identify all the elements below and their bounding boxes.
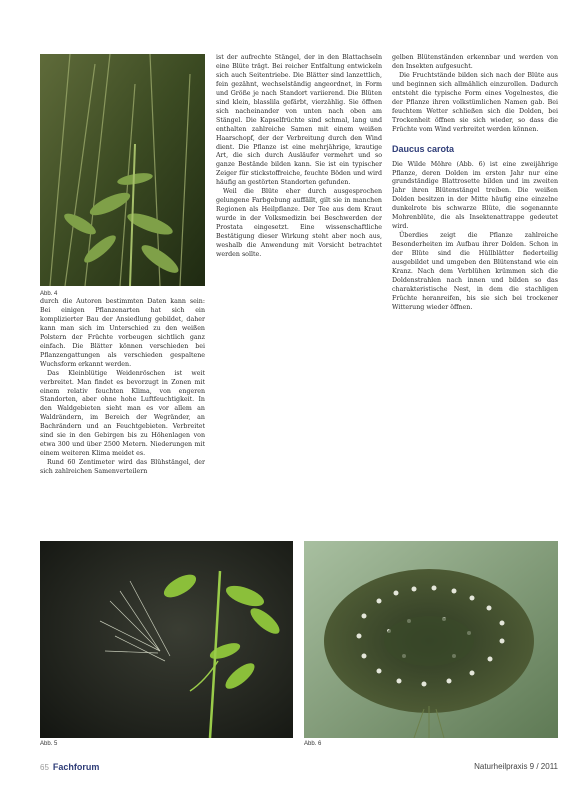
figure-5-caption: Abb. 5 — [40, 741, 58, 747]
right-text-column — [392, 54, 558, 536]
figure-6-caption: Abb. 6 — [304, 741, 322, 747]
middle-paragraph-1: ist der aufrechte Stängel, der in den Blattachseln eine Blüte trägt. Bei reicher Entfaltung entwickeln sich auch Seitentriebe. Die Blätter sind lanzettlich, fein gezähnt, wechselständig angeordnet, in Form und Größe je nach Standort variierend. Die Blüten sind klein, blasslila gefärbt, vierzählig. Sie öffnen sich nacheinander von unten nach oben am Stängel. Die Kapselfrüchte sind schmal, lang und enthalten zahlreiche Samen mit einem weißen Haarschopf, der der Verbreitung durch den Wind dient. Die Pflanze ist eine mehrjährige, krautige Art, die sich durch Ausläufer vermehrt und so ganze Bestände bilden kann. Sie ist ein typischer Zeiger für stickstoffreiche, feuchte Böden und wird häufig an gestörten Standorten gefunden. — [216, 54, 382, 187]
middle-paragraph-2: Weil die Blüte eher durch ausgesprochen gelungene Farbgebung auffällt, gilt sie in manchen Regionen als Heilpflanze. Der Tee aus dem Kraut wurde in der Volksmedizin bei Beschwerden der Prostata eingesetzt. Eine wissenschaftliche Bestätigung dieser Wirkung steht aber noch aus, weshalb die Anwendung mit Vorsicht betrachtet werden sollte. — [216, 188, 382, 258]
figure-4-caption: Abb. 4 — [40, 291, 58, 297]
left-paragraph-2: Das Kleinblütige Weidenröschen ist weit verbreitet. Man findet es bevorzugt in Zonen mit einem relativ feuchten Klima, von engeren Standorten, aber ohne hohe Luftfeuchtigkeit. In den Waldgebieten sieht man es vor allem an Waldrändern, im Bereich der Wegränder, an Bachrändern und an Feuchtgebieten. Verbreitet sind sie in den Gebirgen bis zu Höhenlagen von etwa 300 und über 2500 Metern. Niederungen mit einem weiteren Klima meidet es. — [40, 369, 205, 458]
figure-6-photo — [304, 541, 558, 738]
section-heading-daucus-carota: Daucus carota — [392, 143, 455, 154]
right-paragraph-1: gelben Blütenständen erkennbar und werden von den Insekten aufgesucht. — [392, 54, 558, 70]
left-paragraph-1: durch die Autoren bestimmten Daten kann sein: Bei einigen Pflanzenarten hat sich ein komplizierter Bau der Ansiedlung gebildet, daher kann man sich im Unterschied zu den weißen Polstern der Früchte vorbeugen sichtlich ganz einfach. Die Blätter können verschieden bei Pflanzengattungen als verschieden gespaltene Wuchsform erkannt werden. — [40, 298, 205, 368]
page-number: 65 — [40, 763, 49, 772]
page-footer-left — [40, 762, 99, 772]
left-text-column — [40, 298, 205, 536]
right-paragraph-2: Die Fruchtstände bilden sich nach der Blüte aus und beginnen sich allmählich einzurollen. Dadurch entsteht die typische Form eines Vogelnestes, die der Pflanze ihren volkstümlichen Namen gab. Bei feuchtem Wetter schließen sich die Dolden, bei Trockenheit öffnen sie sich wieder, so dass die Früchte vom Wind verbreitet werden können. — [392, 71, 558, 133]
figure-4-photo — [40, 54, 205, 286]
left-paragraph-3: Rund 60 Zentimeter wird das Blühstängel, der sich zahlreichen Samenverteilern — [40, 459, 205, 476]
issue-label: Naturheilpraxis 9 / 2011 — [474, 762, 558, 771]
right-paragraph-3: Die Wilde Möhre (Abb. 6) ist eine zweijährige Pflanze, deren Dolden im ersten Jahr nur eine grundständige Blattrosette bilden und im zweiten Jahr ihren Blütenstängel treiben. Die weißen Dolden besitzen in der Mitte häufig eine einzelne dunkelrote bis schwarze Blüte, die sogenannte Mohrenblüte, die als Insektenattrappe gedeutet wird. — [392, 160, 558, 231]
right-paragraph-4: Überdies zeigt die Pflanze zahlreiche Besonderheiten im Aufbau ihrer Dolden. Schon in der Blüte sind die Hüllblätter fiederteilig ausgebildet und umgeben den Blütenstand wie ein Kranz. Nach dem Verblühen krümmen sich die Doldenstrahlen nach innen und bilden so das charakteristische Nest, in dem die stachligen Früchte heranreifen, bis sie sich bei trockener Witterung wieder öffnen. — [392, 232, 558, 311]
middle-text-column — [216, 54, 382, 536]
figure-5-photo — [40, 541, 293, 738]
section-name: Fachforum — [52, 762, 100, 772]
